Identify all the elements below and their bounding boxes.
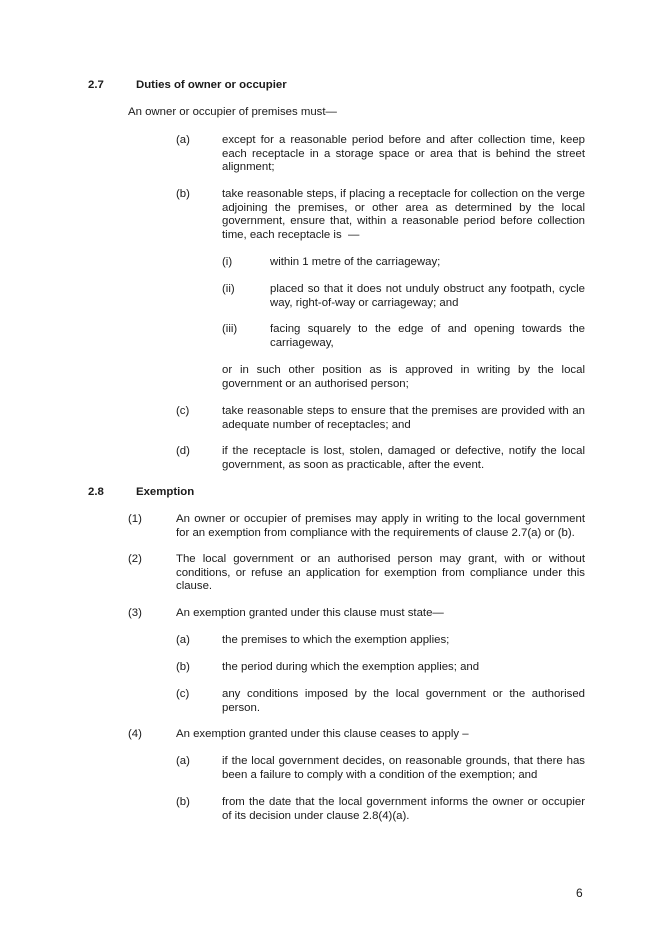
clause-label: (2) (128, 553, 142, 565)
section-2-7-number: 2.7 (88, 79, 104, 91)
section-2-8-title: Exemption (136, 486, 195, 498)
clause-text: An exemption granted under this clause ceases to apply – (176, 728, 469, 740)
clause-label: (4) (128, 728, 142, 740)
item-text: take reasonable steps, if placing a receptacle for collection on the verge adjoining the premises, or other area as determined by the local government, ensure that, within a reasonable period before collection time, each receptacle is — (222, 188, 585, 241)
item-label: (d) (176, 445, 190, 457)
sub-item-text: placed so that it does not unduly obstruct any footpath, cycle way, right-of-way or carriageway; and (270, 283, 585, 309)
clause-text: The local government or an authorised person may grant, with or without conditions, or refuse an application for exemption from compliance under this clause. (176, 553, 585, 592)
item-label: (b) (176, 796, 190, 808)
clause-label: (3) (128, 607, 142, 619)
item-text: except for a reasonable period before and after collection time, keep each receptacle in a storage space or area that is behind the street alignment; (222, 134, 585, 173)
item-label: (c) (176, 688, 190, 700)
clause-label: (1) (128, 513, 142, 525)
clause-text: An exemption granted under this clause must state— (176, 607, 444, 619)
item-label: (a) (176, 755, 190, 767)
sub-item-label: (ii) (222, 283, 235, 295)
section-2-7-intro: An owner or occupier of premises must— (128, 106, 337, 118)
item-text: any conditions imposed by the local government or the authorised person. (222, 688, 585, 714)
section-2-8-number: 2.8 (88, 486, 104, 498)
item-text: from the date that the local government informs the owner or occupier of its decision under clause 2.8(4)(a). (222, 796, 585, 822)
sub-item-text: facing squarely to the edge of and opening towards the carriageway, (270, 323, 585, 349)
continuation-text: or in such other position as is approved in writing by the local government or an authorised person; (222, 364, 585, 390)
page-number: 6 (576, 886, 583, 900)
sub-item-label: (iii) (222, 323, 238, 335)
sub-item-label: (i) (222, 256, 233, 268)
item-label: (b) (176, 661, 190, 673)
item-label: (c) (176, 405, 190, 417)
item-text: the premises to which the exemption applies; (222, 634, 450, 646)
clause-text: An owner or occupier of premises may apply in writing to the local government for an exemption from compliance with the requirements of clause 2.7(a) or (b). (176, 513, 585, 539)
item-label: (a) (176, 634, 190, 646)
item-text: if the receptacle is lost, stolen, damaged or defective, notify the local government, as soon as practicable, after the event. (222, 445, 585, 471)
item-text: if the local government decides, on reasonable grounds, that there has been a failure to comply with a condition of the exemption; and (222, 755, 585, 781)
item-label: (a) (176, 134, 190, 146)
sub-item-text: within 1 metre of the carriageway; (270, 256, 441, 268)
section-2-7-title: Duties of owner or occupier (136, 79, 287, 91)
item-label: (b) (176, 188, 190, 200)
item-text: take reasonable steps to ensure that the premises are provided with an adequate number of receptacles; and (222, 405, 585, 431)
item-text: the period during which the exemption applies; and (222, 661, 480, 673)
